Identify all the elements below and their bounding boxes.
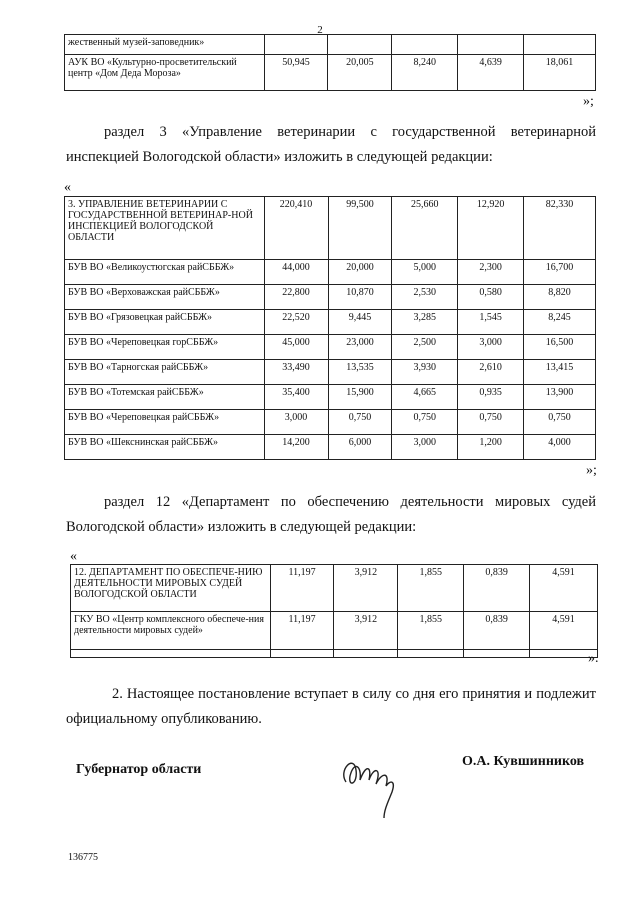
table-row bbox=[65, 55, 596, 91]
value-cell: 8,240 bbox=[392, 55, 458, 91]
value-cell: 82,330 bbox=[524, 197, 596, 260]
table-row bbox=[65, 35, 596, 55]
table-row bbox=[65, 260, 596, 285]
table-row bbox=[65, 385, 596, 410]
org-name-cell: ГКУ ВО «Центр комплексного обеспече-ния деятельности мировых судей» bbox=[71, 612, 271, 650]
document-code: 136775 bbox=[68, 852, 98, 863]
value-cell: 20,000 bbox=[328, 260, 392, 285]
value-cell: 0,839 bbox=[464, 565, 530, 612]
value-cell: 13,535 bbox=[328, 360, 392, 385]
top-table bbox=[64, 34, 596, 91]
value-cell: 0,750 bbox=[524, 410, 596, 435]
value-cell: 16,500 bbox=[524, 335, 596, 360]
closing-quote: ». bbox=[588, 651, 599, 666]
org-name-cell: БУВ ВО «Верховажская райСББЖ» bbox=[65, 285, 265, 310]
value-cell bbox=[458, 35, 524, 55]
org-name-cell: жественный музей-заповедник» bbox=[65, 35, 265, 55]
table-row bbox=[71, 650, 598, 658]
value-cell: 4,000 bbox=[524, 435, 596, 460]
org-name-cell: БУВ ВО «Череповецкая горСББЖ» bbox=[65, 335, 265, 360]
value-cell: 2,610 bbox=[458, 360, 524, 385]
value-cell: 22,520 bbox=[264, 310, 328, 335]
value-cell bbox=[524, 35, 596, 55]
value-cell: 22,800 bbox=[264, 285, 328, 310]
opening-quote: « bbox=[64, 180, 71, 195]
value-cell: 45,000 bbox=[264, 335, 328, 360]
value-cell: 5,000 bbox=[392, 260, 458, 285]
table-row bbox=[65, 285, 596, 310]
value-cell: 0,750 bbox=[328, 410, 392, 435]
value-cell: 3,285 bbox=[392, 310, 458, 335]
value-cell: 9,445 bbox=[328, 310, 392, 335]
value-cell: 20,005 bbox=[328, 55, 392, 91]
value-cell: 2,300 bbox=[458, 260, 524, 285]
value-cell: 0,839 bbox=[464, 612, 530, 650]
table-row bbox=[65, 335, 596, 360]
org-name-cell: 12. ДЕПАРТАМЕНТ ПО ОБЕСПЕЧЕ-НИЮ ДЕЯТЕЛЬНОСТИ МИРОВЫХ СУДЕЙ ВОЛОГОДСКОЙ ОБЛАСТИ bbox=[71, 565, 271, 612]
value-cell: 99,500 bbox=[328, 197, 392, 260]
value-cell: 4,639 bbox=[458, 55, 524, 91]
value-cell: 4,665 bbox=[392, 385, 458, 410]
empty-cell bbox=[270, 650, 334, 658]
org-name-cell: БУВ ВО «Тотемская райСББЖ» bbox=[65, 385, 265, 410]
value-cell: 0,935 bbox=[458, 385, 524, 410]
value-cell: 1,545 bbox=[458, 310, 524, 335]
org-name-cell: БУВ ВО «Тарногская райСББЖ» bbox=[65, 360, 265, 385]
judges-table bbox=[70, 564, 598, 658]
closing-quote: »; bbox=[583, 94, 594, 109]
handwritten-signature bbox=[336, 740, 406, 820]
value-cell: 2,530 bbox=[392, 285, 458, 310]
value-cell: 0,750 bbox=[458, 410, 524, 435]
value-cell bbox=[328, 35, 392, 55]
value-cell: 3,912 bbox=[334, 565, 398, 612]
value-cell: 8,245 bbox=[524, 310, 596, 335]
org-name-cell: АУК ВО «Культурно-просветительский центр «Дом Деда Мороза» bbox=[65, 55, 265, 91]
table-row bbox=[65, 410, 596, 435]
value-cell: 15,900 bbox=[328, 385, 392, 410]
org-name-cell: БУВ ВО «Шекснинская райСББЖ» bbox=[65, 435, 265, 460]
value-cell: 8,820 bbox=[524, 285, 596, 310]
value-cell: 1,855 bbox=[398, 612, 464, 650]
value-cell: 11,197 bbox=[270, 565, 334, 612]
org-name-cell: БУВ ВО «Череповецкая райСББЖ» bbox=[65, 410, 265, 435]
value-cell: 3,000 bbox=[264, 410, 328, 435]
signatory-position: Губернатор области bbox=[76, 762, 202, 777]
value-cell: 33,490 bbox=[264, 360, 328, 385]
org-name-cell: 3. УПРАВЛЕНИЕ ВЕТЕРИНАРИИ С ГОСУДАРСТВЕННОЙ ВЕТЕРИНАР-НОЙ ИНСПЕКЦИЕЙ ВОЛОГОДСКОЙ ОБЛАСТИ bbox=[65, 197, 265, 260]
table-row bbox=[65, 435, 596, 460]
value-cell: 44,000 bbox=[264, 260, 328, 285]
value-cell: 4,591 bbox=[530, 612, 598, 650]
value-cell: 2,500 bbox=[392, 335, 458, 360]
table-row bbox=[65, 360, 596, 385]
org-name-cell: БУВ ВО «Грязовецкая райСББЖ» bbox=[65, 310, 265, 335]
value-cell: 3,000 bbox=[458, 335, 524, 360]
page-number: 2 bbox=[317, 24, 323, 36]
paragraph-section-3: раздел 3 «Управление ветеринарии с государственной ветеринарной инспекцией Вологодской области» изложить в следующей редакции: bbox=[66, 124, 596, 165]
value-cell: 13,415 bbox=[524, 360, 596, 385]
table-row bbox=[65, 197, 596, 260]
value-cell: 3,930 bbox=[392, 360, 458, 385]
value-cell: 14,200 bbox=[264, 435, 328, 460]
value-cell: 220,410 bbox=[264, 197, 328, 260]
value-cell: 3,000 bbox=[392, 435, 458, 460]
value-cell: 12,920 bbox=[458, 197, 524, 260]
opening-quote: « bbox=[70, 549, 77, 564]
value-cell: 25,660 bbox=[392, 197, 458, 260]
value-cell: 50,945 bbox=[264, 55, 328, 91]
paragraph-section-12: раздел 12 «Департамент по обеспечению деятельности мировых судей Вологодской области» изложить в следующей редакции: bbox=[66, 494, 596, 535]
table-row bbox=[65, 310, 596, 335]
value-cell: 18,061 bbox=[524, 55, 596, 91]
value-cell: 13,900 bbox=[524, 385, 596, 410]
value-cell: 0,750 bbox=[392, 410, 458, 435]
veterinary-table bbox=[64, 196, 596, 460]
closing-quote: »; bbox=[586, 463, 597, 478]
value-cell: 0,580 bbox=[458, 285, 524, 310]
value-cell: 16,700 bbox=[524, 260, 596, 285]
value-cell: 23,000 bbox=[328, 335, 392, 360]
value-cell: 3,912 bbox=[334, 612, 398, 650]
value-cell: 4,591 bbox=[530, 565, 598, 612]
value-cell bbox=[392, 35, 458, 55]
value-cell: 1,855 bbox=[398, 565, 464, 612]
empty-cell bbox=[464, 650, 530, 658]
value-cell: 1,200 bbox=[458, 435, 524, 460]
empty-cell bbox=[71, 650, 271, 658]
empty-cell bbox=[334, 650, 398, 658]
org-name-cell: БУВ ВО «Великоустюгская райСББЖ» bbox=[65, 260, 265, 285]
value-cell: 11,197 bbox=[270, 612, 334, 650]
signatory-name: О.А. Кувшинников bbox=[462, 754, 585, 769]
table-row bbox=[71, 565, 598, 612]
value-cell: 6,000 bbox=[328, 435, 392, 460]
table-row bbox=[71, 612, 598, 650]
value-cell: 35,400 bbox=[264, 385, 328, 410]
value-cell bbox=[264, 35, 328, 55]
value-cell: 10,870 bbox=[328, 285, 392, 310]
paragraph-item-2: 2. Настоящее постановление вступает в силу со дня его принятия и подлежит официальному опубликованию. bbox=[66, 686, 596, 727]
empty-cell bbox=[398, 650, 464, 658]
